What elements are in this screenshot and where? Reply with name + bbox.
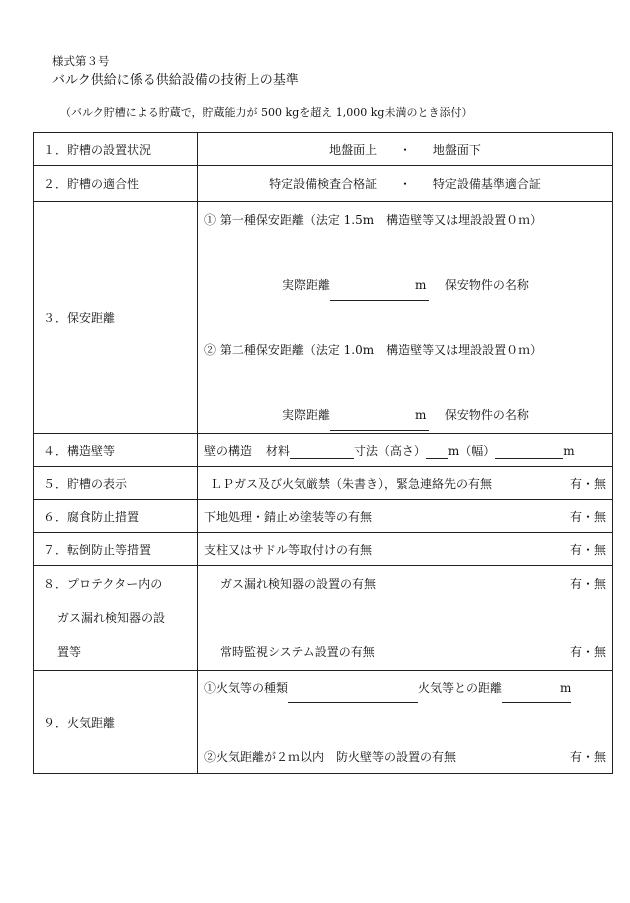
distance-label: 実際距離 (282, 407, 331, 422)
yes-no-choice[interactable]: 有・無 (569, 542, 606, 557)
row-label: ４．構造壁等 (34, 434, 198, 467)
form-number: 様式第３号 (52, 54, 110, 68)
corrosion-content (198, 500, 613, 533)
firewall-text: ②火気距離が２ｍ以内 防火壁等の設置の有無 (204, 749, 457, 764)
standards-table (33, 132, 613, 774)
second-actual-distance-line (204, 401, 606, 430)
fire-distance-blank[interactable] (502, 674, 560, 703)
material-blank[interactable] (290, 444, 354, 459)
monitoring-system-text: 常時監視システム設置の有無 (220, 645, 375, 659)
width-blank[interactable] (495, 444, 563, 459)
distance-label: 実際距離 (282, 277, 331, 292)
fire-type-blank[interactable] (288, 674, 418, 703)
unit-m: m (415, 271, 429, 301)
second-distance-blank[interactable] (330, 401, 415, 431)
table-row (34, 202, 613, 434)
row-label: ６．腐食防止措置 (34, 500, 198, 533)
fire-distance-label: 火気等との距離 (418, 680, 503, 695)
row-label-line: 置等 (57, 645, 82, 659)
option-below-ground[interactable]: 地盤面下 (432, 142, 481, 157)
document-title: バルク供給に係る供給設備の技術上の基準 (52, 73, 299, 88)
yes-no-choice[interactable]: 有・無 (569, 509, 606, 524)
row-label: ２．貯槽の適合性 (34, 166, 198, 202)
separator: ・ (398, 142, 411, 157)
fire-type-line (204, 674, 606, 703)
row-label: ５．貯槽の表示 (34, 467, 198, 500)
object-name-label: 保安物件の名称 (444, 277, 529, 292)
tipover-text: 支柱又はサドル等取付けの有無 (204, 542, 373, 557)
row-label: ３．保安距離 (34, 202, 198, 434)
display-text: ＬＰガス及び火気厳禁（朱書き），緊急連絡先の有無 (210, 476, 493, 491)
option-above-ground[interactable]: 地盤面上 (329, 142, 378, 157)
table-row (34, 133, 613, 166)
yes-no-choice[interactable]: 有・無 (569, 577, 606, 591)
display-content (198, 467, 613, 500)
first-distance-blank[interactable] (330, 271, 415, 301)
dimension-label: 寸法（高さ） (353, 443, 426, 458)
wall-structure-label: 壁の構造 (204, 443, 253, 458)
first-class-distance: ① 第一種保安距離（法定 1.5m 構造壁等又は埋設設置０ｍ） (204, 212, 543, 227)
attachment-note: （バルク貯槽による貯蔵で，貯蔵能力が 500 kgを超え 1,000 kg未満のとき添付） (60, 106, 473, 119)
row-label (34, 566, 198, 671)
option-inspection-certificate[interactable]: 特定設備検査合格証 (269, 177, 378, 191)
safety-distance-content (198, 202, 613, 434)
table-row (34, 434, 613, 467)
yes-no-choice[interactable]: 有・無 (569, 749, 606, 764)
row-label: １．貯槽の設置状況 (34, 133, 198, 166)
yes-no-choice[interactable]: 有・無 (569, 476, 606, 491)
table-row (34, 467, 613, 500)
wall-structure-content (198, 434, 613, 467)
width-label: m（幅） (447, 443, 496, 458)
tipover-content (198, 533, 613, 566)
separator: ・ (398, 177, 411, 191)
row-label-line: ガス漏れ検知器の設 (57, 611, 166, 625)
corrosion-text: 下地処理・錆止め塗装等の有無 (204, 509, 373, 524)
table-row (34, 566, 613, 671)
table-row (34, 166, 613, 202)
table-row (34, 671, 613, 774)
installation-options (198, 133, 613, 166)
object-name-label: 保安物件の名称 (444, 407, 529, 422)
row-label: ７．転倒防止等措置 (34, 533, 198, 566)
fire-distance-content (198, 671, 613, 774)
material-label: 材料 (265, 443, 290, 458)
row-label-line: ８．プロテクター内の (43, 577, 163, 591)
first-actual-distance-line (204, 271, 606, 300)
unit-m: m (415, 401, 429, 431)
leak-detector-content (198, 566, 613, 671)
second-class-distance: ② 第二種保安距離（法定 1.0m 構造壁等又は埋設設置０ｍ） (204, 342, 543, 357)
conformity-options (198, 166, 613, 202)
row-label: ９．火気距離 (34, 671, 198, 774)
unit-m: m (563, 443, 575, 458)
table-row (34, 500, 613, 533)
unit-m: m (560, 674, 571, 703)
height-blank[interactable] (426, 444, 448, 459)
leak-detector-text: ガス漏れ検知器の設置の有無 (220, 577, 377, 591)
yes-no-choice[interactable]: 有・無 (569, 645, 606, 659)
option-conformity-certificate[interactable]: 特定設備基準適合証 (432, 177, 541, 191)
fire-type-label: ①火気等の種類 (204, 680, 289, 695)
table-row (34, 533, 613, 566)
